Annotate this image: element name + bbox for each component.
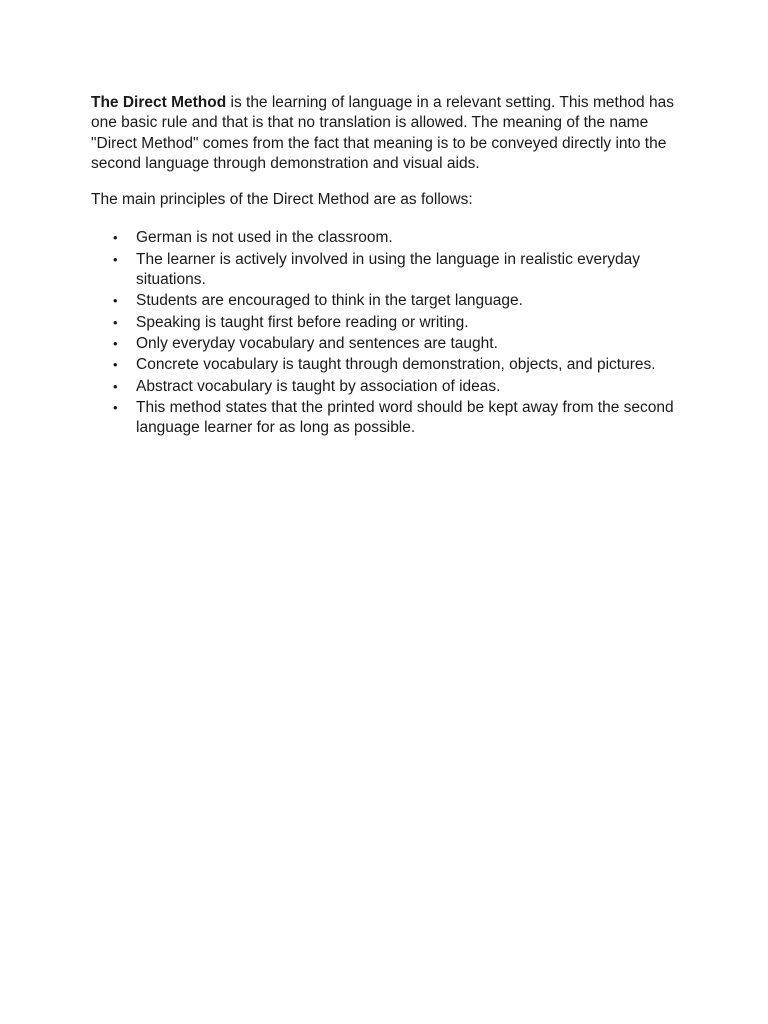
list-item [91, 250, 681, 291]
list-item-text: Speaking is taught first before reading or writing. [136, 313, 469, 331]
list-item-text: The learner is actively involved in using the language in realistic everyday situations. [136, 250, 641, 289]
list-item-text: Concrete vocabulary is taught through demonstration, objects, and pictures. [136, 356, 656, 374]
list-item-text: Abstract vocabulary is taught by association of ideas. [136, 377, 501, 395]
list-item [91, 291, 681, 311]
principles-list [91, 228, 681, 438]
list-item-text: Students are encouraged to think in the target language. [136, 292, 523, 310]
bullet-icon: • [113, 230, 118, 246]
bullet-icon: • [113, 399, 118, 415]
list-item [91, 334, 681, 354]
intro-paragraph [91, 93, 681, 174]
document-page [91, 93, 681, 439]
bullet-icon: • [113, 314, 118, 330]
bullet-icon: • [113, 378, 118, 394]
bullet-icon: • [113, 251, 118, 267]
intro-text: is the learning of language in a relevant setting. This method has one basic rule and that is that no translation is allowed. The meaning of the name "Direct Method" comes from the fact that meaning is to be conveyed directly into the second language through demonstration and visual aids. [91, 94, 674, 172]
principles-lead: The main principles of the Direct Method are as follows: [91, 191, 473, 209]
bullet-icon: • [113, 335, 118, 351]
list-item [91, 377, 681, 397]
bullet-icon: • [113, 357, 118, 373]
list-item [91, 228, 681, 248]
list-item-text: Only everyday vocabulary and sentences are taught. [136, 334, 498, 352]
list-item [91, 355, 681, 375]
bullet-icon: • [113, 293, 118, 309]
list-item [91, 398, 681, 439]
list-item-text: German is not used in the classroom. [136, 229, 393, 247]
intro-term: The Direct Method [91, 94, 227, 111]
list-item [91, 313, 681, 333]
list-item-text: This method states that the printed word should be kept away from the second language learner for as long as possible. [136, 398, 674, 437]
